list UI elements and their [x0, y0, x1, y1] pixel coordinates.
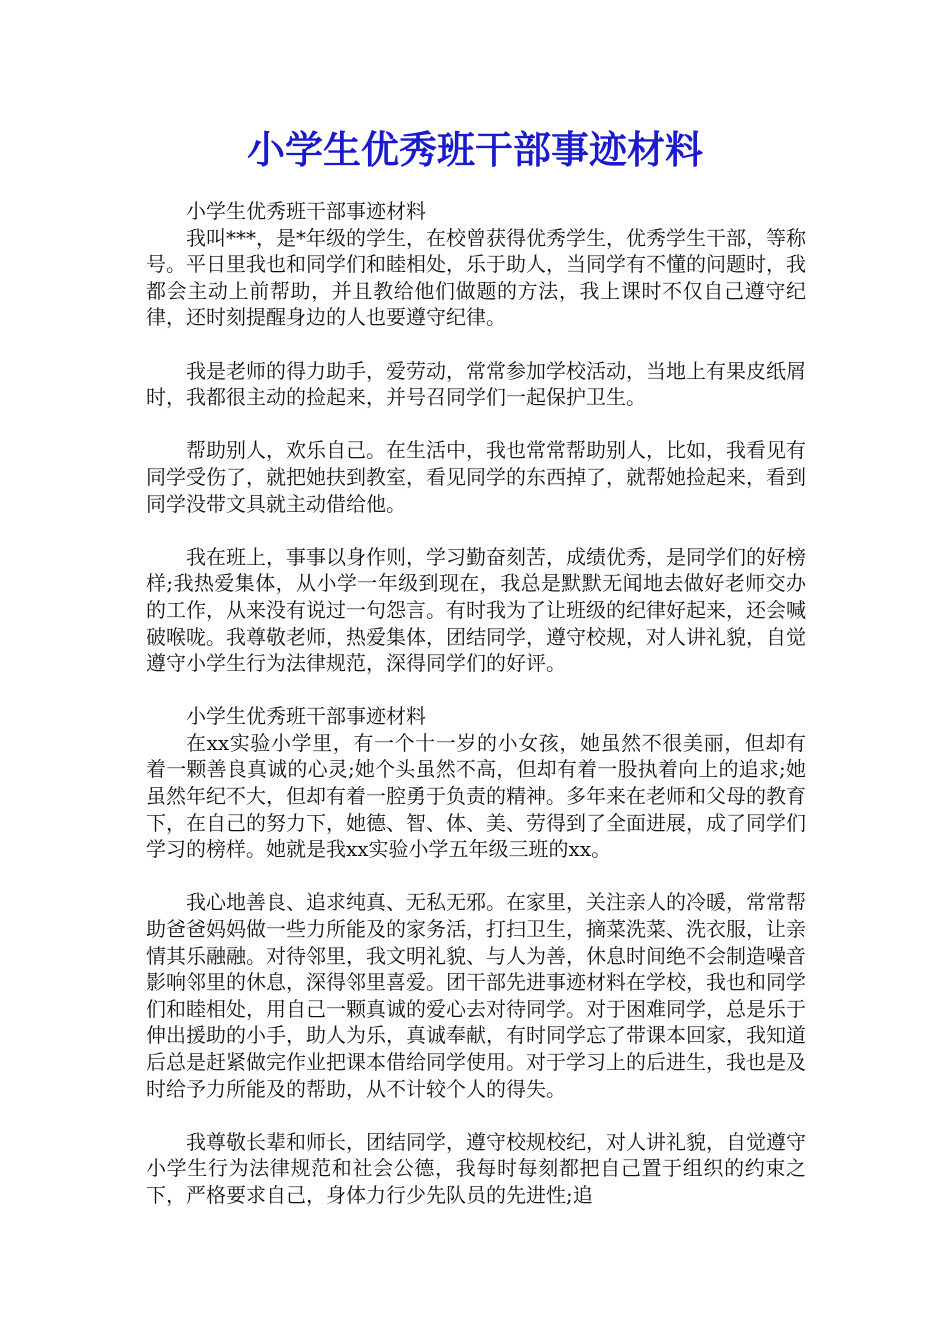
paragraph: 帮助别人，欢乐自己。在生活中，我也常常帮助别人，比如，我看见有同学受伤了，就把她扶到教室，看见同学的东西掉了，就帮她捡起来，看到同学没带文具就主动借给他。: [146, 438, 806, 516]
paragraph: 我在班上，事事以身作则，学习勤奋刻苦，成绩优秀，是同学们的好榜样;我热爱集体，从小学一年级到现在，我总是默默无闻地去做好老师交办的工作，从来没有说过一句怨言。有时我为了让班级的纪律好起来，还会喊破喉咙。我尊敬老师，热爱集体，团结同学，遵守校规，对人讲礼貌，自觉遵守小学生行为法律规范，深得同学们的好评。: [146, 544, 806, 676]
page-title: 小学生优秀班干部事迹材料: [246, 127, 703, 172]
paragraph: 在xx实验小学里，有一个十一岁的小女孩，她虽然不很美丽，但却有着一颗善良真诚的心灵;她个头虽然不高，但却有着一股执着向上的追求;她虽然年纪不大，但却有着一腔勇于负责的精神。多年来在老师和父母的教育下，在自己的努力下，她德、智、体、美、劳得到了全面进展，成了同学们学习的榜样。她就是我xx实验小学五年级三班的xx。: [146, 730, 806, 862]
paragraph: 我叫***，是*年级的学生，在校曾获得优秀学生，优秀学生干部，等称号。平日里我也和同学们和睦相处，乐于助人，当同学有不懂的问题时，我都会主动上前帮助，并且教给他们做题的方法，我上课时不仅自己遵守纪律，还时刻提醒身边的人也要遵守纪律。: [146, 225, 806, 330]
paragraph-gap: [146, 863, 806, 890]
paragraph: 我是老师的得力助手，爱劳动，常常参加学校活动，当地上有果皮纸屑时，我都很主动的捡起来，并号召同学们一起保护卫生。: [146, 358, 806, 410]
paragraph: 我心地善良、追求纯真、无私无邪。在家里，关注亲人的冷暖，常常帮助爸爸妈妈做一些力所能及的家务活，打扫卫生，摘菜洗菜、洗衣服，让亲情其乐融融。对待邻里，我文明礼貌、与人为善，休息时间绝不会制造噪音影响邻里的休息，深得邻里喜爱。团干部先进事迹材料在学校，我也和同学们和睦相处，用自己一颗真诚的爱心去对待同学。对于困难同学，总是乐于伸出援助的小手，助人为乐，真诚奉献，有时同学忘了带课本回家，我知道后总是赶紧做完作业把课本借给同学使用。对于学习上的后进生，我也是及时给予力所能及的帮助，从不计较个人的得失。: [146, 890, 806, 1101]
paragraph-gap: [146, 331, 806, 358]
paragraph-gap: [146, 411, 806, 438]
section-heading: 小学生优秀班干部事迹材料: [186, 704, 426, 729]
section-heading: 小学生优秀班干部事迹材料: [186, 199, 426, 223]
paragraph-gap: [146, 677, 806, 704]
paragraph-gap: [146, 1102, 806, 1129]
document-body: [146, 198, 806, 1209]
paragraph: 我尊敬长辈和师长，团结同学，遵守校规校纪，对人讲礼貌，自觉遵守小学生行为法律规范和社会公德，我每时每刻都把自己置于组织的约束之下，严格要求自己，身体力行少先队员的先进性;追: [146, 1129, 806, 1207]
paragraph-gap: [146, 517, 806, 544]
